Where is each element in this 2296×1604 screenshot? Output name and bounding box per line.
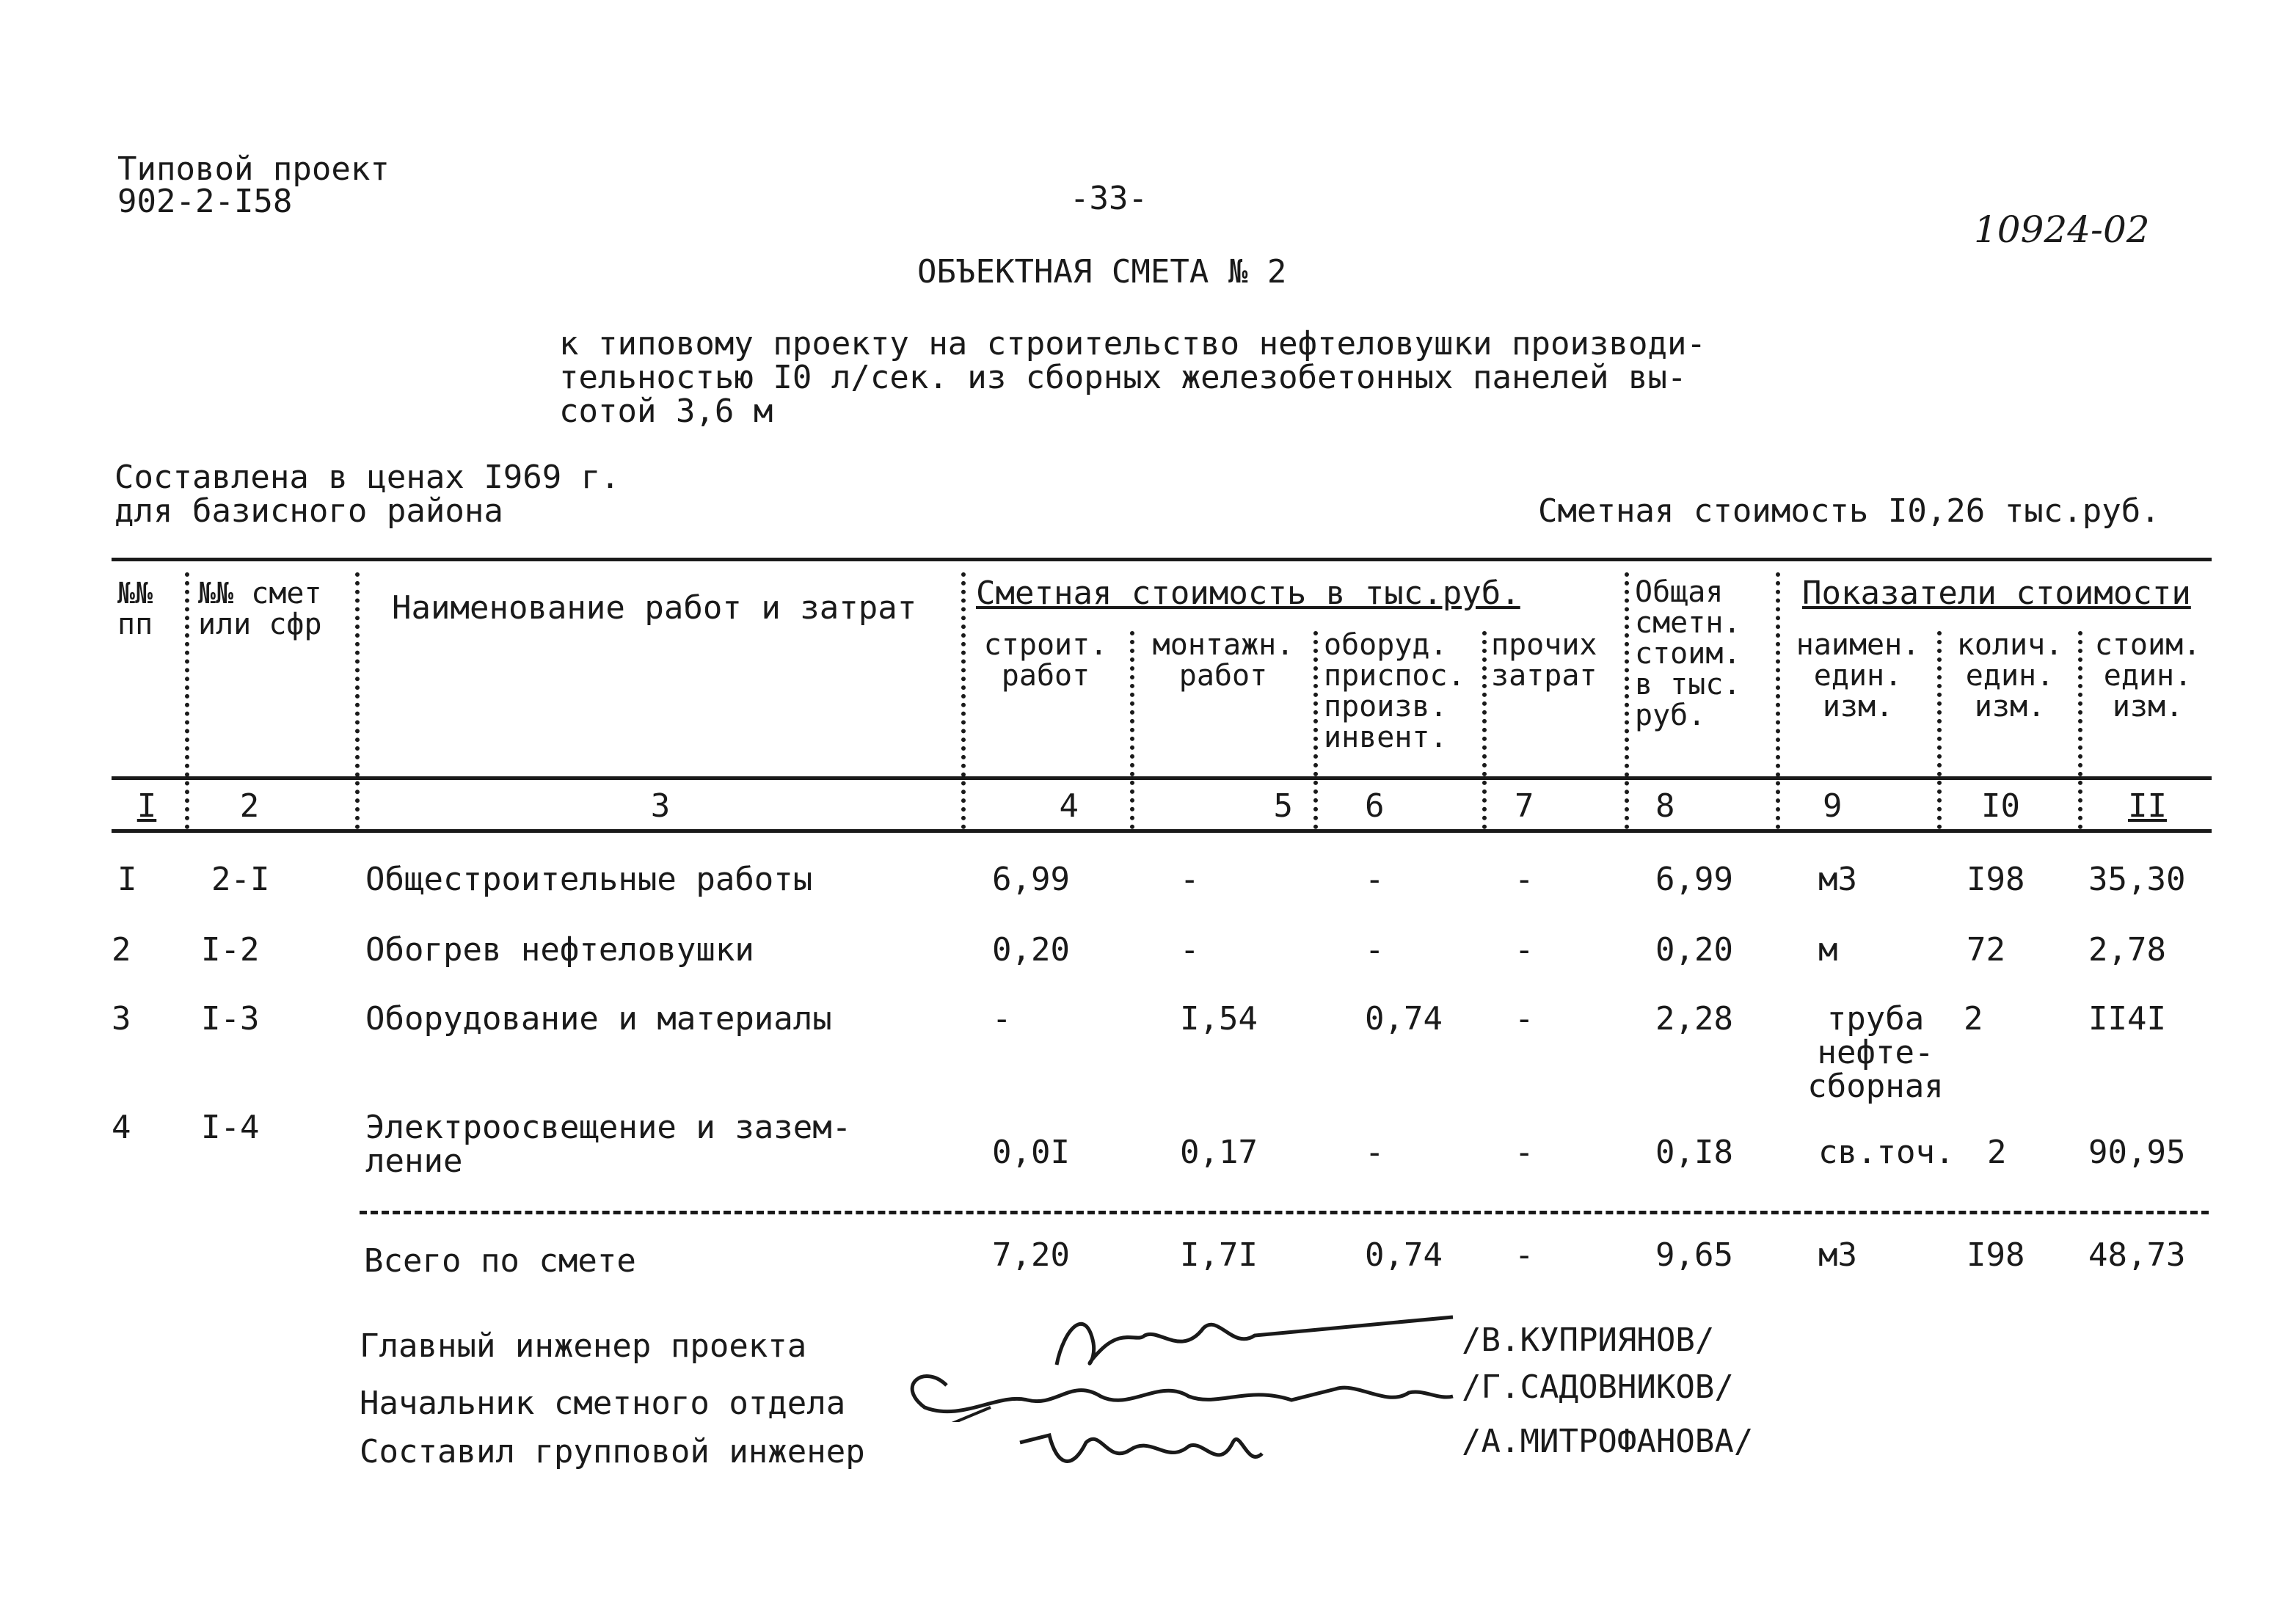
page-number: -33-: [1070, 180, 1148, 217]
signature-scribble-2: [881, 1356, 1468, 1422]
header-col5: монтажн. работ: [1152, 628, 1294, 693]
prices-line-2: для базисного района: [114, 492, 503, 530]
col-sep-2: [355, 572, 360, 829]
subtitle-line-3: сотой 3,6 м: [559, 393, 773, 430]
row-c10: I98: [1967, 861, 2025, 898]
header-col6: оборуд. приспос. произв. инвент.: [1324, 628, 1465, 754]
subtitle-line-2: тельностью I0 л/сек. из сборных железобетонных панелей вы-: [559, 359, 1687, 396]
estimated-cost: Сметная стоимость I0,26 тыс.руб.: [1538, 492, 2160, 530]
signature-role-3: Составил групповой инженер: [360, 1433, 865, 1470]
row-ref: I-2: [201, 931, 260, 969]
row-c6: -: [1365, 861, 1385, 898]
col-sep-1: [185, 572, 189, 829]
signature-role-1: Главный инженер проекта: [360, 1327, 807, 1365]
col-sep-8: [1776, 572, 1780, 829]
col-sep-4: [1130, 631, 1134, 829]
colnum-7: 7: [1515, 787, 1534, 825]
row-c11: II4I: [2088, 1000, 2166, 1038]
total-c11: 48,73: [2088, 1236, 2186, 1274]
table-colnum-rule: [112, 829, 2212, 833]
document-title: ОБЪЕКТНАЯ СМЕТА № 2: [917, 253, 1287, 291]
colnum-4: 4: [1059, 787, 1079, 825]
row-number: 4: [112, 1109, 131, 1146]
row-name: Обогрев нефтеловушки: [365, 931, 754, 969]
row-c4: 0,0I: [992, 1134, 1070, 1171]
row-c10: 72: [1967, 931, 2005, 969]
row-ref: 2-I: [211, 861, 270, 898]
header-col8: Общая сметн. стоим. в тыс. руб.: [1635, 575, 1741, 732]
colnum-3: 3: [650, 787, 671, 825]
row-c6: -: [1365, 931, 1385, 969]
signature-name-2: /Г.САДОВНИКОВ/: [1462, 1368, 1734, 1406]
header-col2: №№ смет или сфр: [198, 577, 322, 641]
row-c11: 90,95: [2088, 1134, 2186, 1171]
col-sep-9: [1937, 631, 1942, 829]
row-c5: -: [1180, 931, 1200, 969]
header-col10: колич. един. изм.: [1956, 628, 2063, 723]
row-c9: м: [1818, 931, 1838, 969]
row-c7: -: [1515, 1000, 1534, 1038]
row-c6: 0,74: [1365, 1000, 1443, 1038]
signature-name-1: /В.КУПРИЯНОВ/: [1462, 1322, 1715, 1359]
row-name: Оборудование и материалы: [365, 1000, 832, 1038]
header-col1: №№ пп: [117, 577, 153, 641]
total-c9: м3: [1818, 1236, 1857, 1274]
row-c9: св.точ.: [1818, 1134, 1955, 1171]
total-c5: I,7I: [1180, 1236, 1258, 1274]
total-c6: 0,74: [1365, 1236, 1443, 1274]
row-c4: 0,20: [992, 931, 1070, 969]
header-col9: наимен. един. изм.: [1796, 628, 1920, 723]
row-number: I: [117, 861, 137, 898]
header-col3: Наименование работ и затрат: [392, 589, 917, 627]
row-c5: 0,17: [1180, 1134, 1258, 1171]
col-sep-3: [961, 572, 966, 829]
row-c8: 0,20: [1655, 931, 1733, 969]
row-c8: 2,28: [1655, 1000, 1733, 1038]
total-c8: 9,65: [1655, 1236, 1733, 1274]
col-sep-10: [2078, 631, 2082, 829]
row-number: 3: [112, 1000, 131, 1038]
project-label: Типовой проект: [117, 150, 390, 188]
row-c4: 6,99: [992, 861, 1070, 898]
col-sep-7: [1625, 572, 1629, 829]
total-c7: -: [1515, 1236, 1534, 1274]
total-c4: 7,20: [992, 1236, 1070, 1274]
row-c11: 2,78: [2088, 931, 2166, 969]
row-c7: -: [1515, 861, 1534, 898]
colnum-6: 6: [1365, 787, 1385, 825]
colnum-2: 2: [239, 787, 260, 825]
row-c8: 0,I8: [1655, 1134, 1733, 1171]
row-ref: I-4: [201, 1109, 260, 1146]
row-c5: -: [1180, 861, 1200, 898]
row-ref: I-3: [201, 1000, 260, 1038]
row-c7: -: [1515, 1134, 1534, 1171]
colnum-11: II: [2128, 787, 2167, 825]
row-c9: м3: [1818, 861, 1857, 898]
subtitle-line-1: к типовому проекту на строительство нефтеловушки производи-: [559, 325, 1706, 362]
total-name: Всего по смете: [364, 1242, 636, 1280]
row-c10: 2: [1987, 1134, 2007, 1171]
row-name: Общестроительные работы: [365, 861, 813, 898]
signature-scribble-3: [1013, 1413, 1277, 1479]
colnum-10: I0: [1981, 787, 2020, 825]
row-c5: I,54: [1180, 1000, 1258, 1038]
colnum-5: 5: [1273, 787, 1293, 825]
col-sep-5: [1313, 631, 1318, 829]
table-top-rule: [112, 558, 2212, 561]
header-col4: строит. работ: [983, 628, 1108, 693]
row-c4: -: [992, 1000, 1012, 1038]
archive-number: 10924-02: [1974, 208, 2150, 251]
header-col11: стоим. един. изм.: [2094, 628, 2201, 723]
row-c11: 35,30: [2088, 861, 2186, 898]
row-number: 2: [112, 931, 131, 969]
row-c10: 2: [1964, 1000, 1983, 1038]
total-c10: I98: [1967, 1236, 2025, 1274]
total-separator: [360, 1211, 2209, 1214]
header-group-indicators: Показатели стоимости: [1802, 575, 2191, 612]
row-name: Электроосвещение и зазем- ление: [365, 1109, 852, 1180]
prices-line-1: Составлена в ценах I969 г.: [114, 459, 620, 496]
project-number: 902-2-I58: [117, 183, 293, 220]
table-header-rule: [112, 776, 2212, 780]
header-col7: прочих затрат: [1491, 628, 1597, 693]
signature-role-2: Начальник сметного отдела: [360, 1385, 846, 1422]
colnum-9: 9: [1823, 787, 1843, 825]
row-c7: -: [1515, 931, 1534, 969]
header-group-cost: Сметная стоимость в тыс.руб.: [976, 575, 1520, 612]
row-c9: труба нефте- сборная: [1807, 1000, 1944, 1105]
col-sep-6: [1482, 631, 1487, 829]
row-c8: 6,99: [1655, 861, 1733, 898]
row-c6: -: [1365, 1134, 1385, 1171]
signature-name-3: /А.МИТРОФАНОВА/: [1462, 1423, 1754, 1460]
colnum-1: I: [136, 787, 157, 825]
colnum-8: 8: [1655, 787, 1675, 825]
